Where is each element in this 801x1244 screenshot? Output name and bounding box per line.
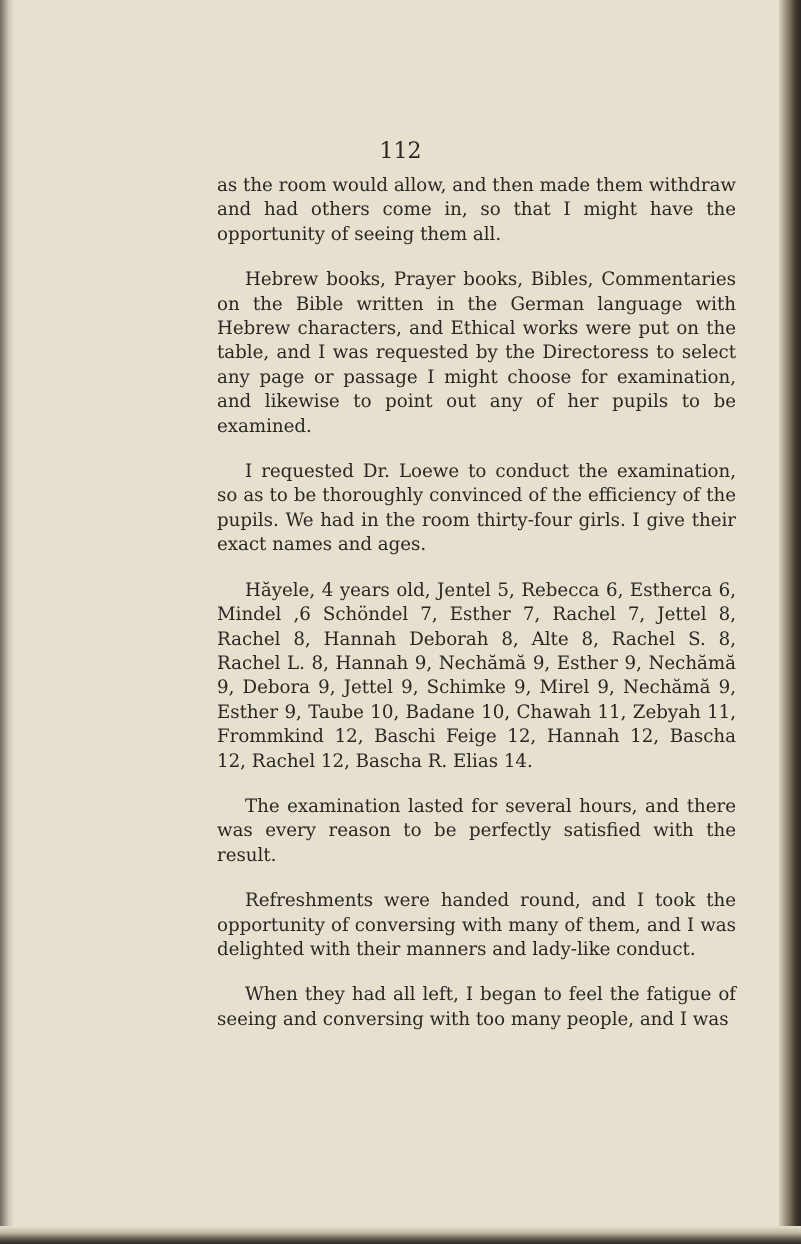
paragraph-fatigue: When they had all left, I began to feel the fatigue of seeing and conversing with too many people, and I was <box>217 984 736 1030</box>
paragraph-continuation: as the room would allow, and then made them withdraw and had others come in, so that I might have the opportunity of seeing them all. <box>217 175 736 245</box>
paragraph-examination-result: The examination lasted for several hours, and there was every reason to be perfectly satisfied with the result. <box>217 795 736 866</box>
paragraph-names-and-ages: Hăyele, 4 years old, Jentel 5, Rebecca 6, Estherca 6, Mindel ,6 Schöndel 7, Esther 7, Rachel 7, Jettel 8, Rachel 8, Hannah Deborah 8, Alte 8, Rachel S. 8, Rachel L. 8, Hannah 9, Nechămă 9, Esther 9, Nechămă 9, Debora 9, Jettel 9, Schimke 9, Mirel 9, Nechămă 9, Esther 9, Taube 10, Badane 10, Chawah 11, Zebyah 11, Frommkind 12, Baschi Feige 12, Hannah 12, Bascha 12, Rachel 12, Bascha R. Elias 14. <box>217 579 736 772</box>
page-bottom-edge-shadow <box>0 1226 801 1244</box>
page-number: 112 <box>379 139 422 164</box>
paragraph-books: Hebrew books, Prayer books, Bibles, Commentaries on the Bible written in the German language with Hebrew characters, and Ethical works were put on the table, and I was requested by the Directoress to select any page or passage I might choose for examination, and likewise to point out any of her pupils to be examined. <box>217 269 736 437</box>
page-right-edge-shadow <box>779 0 801 1244</box>
page-left-edge-shadow <box>0 0 14 1244</box>
body-text <box>217 174 736 1053</box>
paragraph-examination-request: I requested Dr. Loewe to conduct the examination, so as to be thoroughly convinced of the efficiency of the pupils. We had in the room thirty-four girls. I give their exact names and ages. <box>217 461 736 556</box>
paragraph-refreshments: Refreshments were handed round, and I took the opportunity of conversing with many of them, and I was delighted with their manners and lady-like conduct. <box>217 890 736 960</box>
